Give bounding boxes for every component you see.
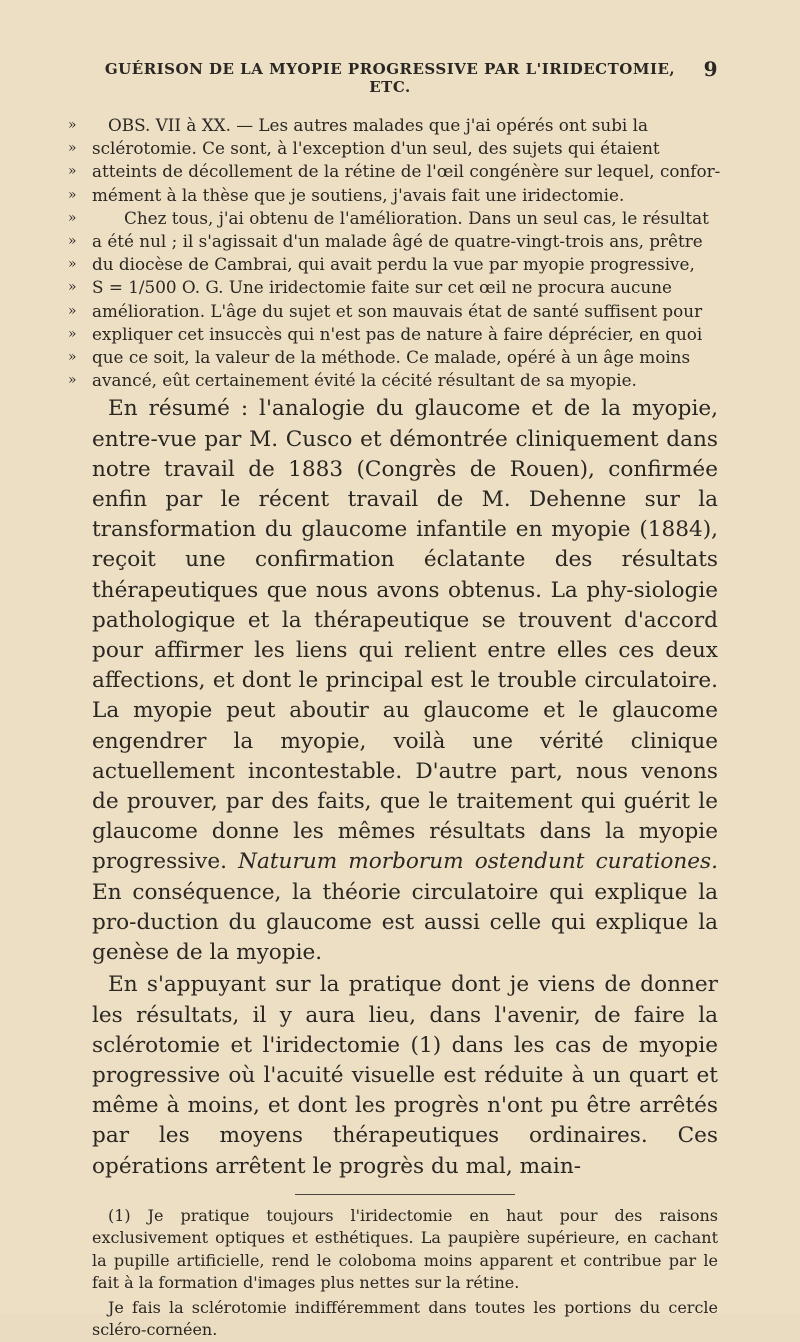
footnote: (1) Je pratique toujours l'iridectomie en haut pour des raisons exclusivement optiques et esthétiques. La paupière supérieure, en cachant la pupille artificielle, rend le coloboma moins apparent et contribue par le fait à la formation d'images plus nettes sur la rétine. (92, 1205, 718, 1293)
running-head (92, 57, 718, 96)
quote-line: » sclérotomie. Ce sont, à l'exception d'un seul, des sujets qui étaient (92, 137, 718, 160)
summary-conclusion: En conséquence, la théorie circulatoire qui explique la pro-duction du glaucome est aussi celle qui explique la genèse de la myopie. (92, 879, 718, 966)
quote-line: » expliquer cet insuccès qui n'est pas de nature à faire déprécier, en quoi (92, 323, 718, 346)
footnote-divider (295, 1194, 515, 1195)
quote-line: » que ce soit, la valeur de la méthode. Ce malade, opéré à un âge moins (92, 346, 718, 369)
quote-line: » a été nul ; il s'agissait d'un malade âgé de quatre-vingt-trois ans, prêtre (92, 230, 718, 253)
quote-line: » avancé, eût certainement évité la cécité résultant de sa myopie. (92, 369, 718, 392)
quote-line: » atteints de décollement de la rétine de l'œil congénère sur lequel, confor- (92, 160, 718, 183)
latin-maxim: Naturum morborum ostendunt curationes. (238, 849, 719, 875)
summary-paragraph (92, 394, 718, 968)
observation-quote (92, 114, 721, 392)
quote-line: » du diocèse de Cambrai, qui avait perdu la vue par myopie progressive, (92, 253, 718, 276)
quote-line: » OBS. VII à XX. — Les autres malades que j'ai opérés ont subi la (92, 114, 718, 137)
recommendation-paragraph: En s'appuyant sur la pratique dont je viens de donner les résultats, il y aura lieu, dans l'avenir, de faire la sclérotomie et l'iridectomie (1) dans les cas de myopie progressive où l'acuité visuelle est réduite à un quart et même à moins, et dont les progrès n'ont pu être arrêtés par les moyens thérapeutiques ordinaires. Ces opérations arrêtent le progrès du mal, main- (92, 972, 718, 1179)
quote-line: » amélioration. L'âge du sujet et son mauvais état de santé suffisent pour (92, 300, 718, 323)
footnote: Je fais la sclérotomie indifféremment dans toutes les portions du cercle scléro-cornéen. (92, 1297, 718, 1340)
running-head-title: GUÉRISON DE LA MYOPIE PROGRESSIVE PAR L'IRIDECTOMIE, ETC. (104, 60, 676, 96)
quote-line: » S = 1/500 O. G. Une iridectomie faite sur cet œil ne procura aucune (92, 276, 718, 299)
quote-line: » Chez tous, j'ai obtenu de l'amélioration. Dans un seul cas, le résultat (92, 207, 718, 230)
summary-text: En résumé : l'analogie du glaucome et de la myopie, entre-vue par M. Cusco et démontrée cliniquement dans notre travail de 1883 (Congrès de Rouen), confirmée enfin par le récent travail de M. Dehenne sur la transformation du glaucome infantile en myopie (1884), reçoit une confirmation éclatante des résultats thérapeutiques que nous avons obtenus. La phy-siologie pathologique et la thérapeutique se trouvent d'accord pour affirmer les liens qui relient entre elles ces deux affections, et dont le principal est le trouble circulatoire. La myopie peut aboutir au glaucome et le glaucome engendrer la myopie, voilà une vérité clinique actuellement incontestable. D'autre part, nous venons de prouver, par des faits, que le traitement qui guérit le glaucome donne les mêmes résultats dans la myopie progressive. (92, 396, 718, 875)
page-number: 9 (703, 57, 718, 81)
quote-line: » mément à la thèse que je soutiens, j'avais fait une iridectomie. (92, 184, 718, 207)
